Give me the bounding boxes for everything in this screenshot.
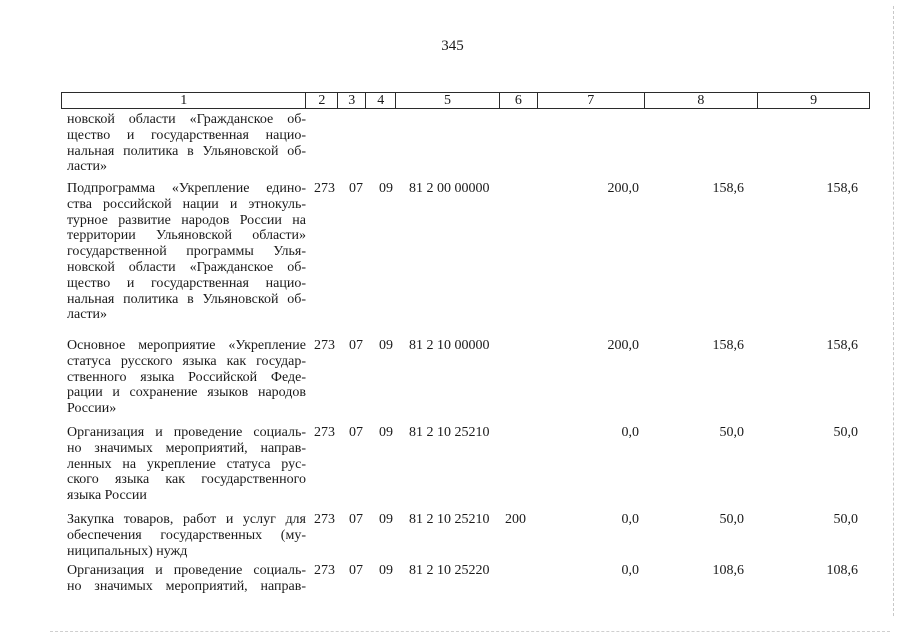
description-line: ственного языка Российской Феде- [67,369,306,385]
cell-col4: 09 [379,512,393,527]
cell-col5: 81 2 10 00000 [409,338,490,353]
row-description [67,512,306,559]
header-cell-1: 1 [62,93,306,108]
description-line: рации и сохранение языков народов [67,385,306,401]
cell-col7: 0,0 [621,512,639,527]
header-cell-3: 3 [338,93,366,108]
cell-col2: 273 [314,338,335,353]
page-edge-right [893,6,894,616]
cell-col8: 50,0 [719,425,744,440]
description-line: государственной программы Улья- [67,244,306,260]
cell-col5: 81 2 10 25220 [409,563,490,578]
cell-col2: 273 [314,181,335,196]
cell-col8: 158,6 [712,181,744,196]
description-line: Подпрограмма «Укрепление едино- [67,181,306,196]
cell-col3: 07 [349,425,363,440]
header-cell-8: 8 [645,93,759,108]
cell-col9: 158,6 [826,181,858,196]
description-line: языка России [67,488,147,504]
table-header [61,92,870,109]
description-line: новской области «Гражданское об- [67,112,306,127]
description-line: России» [67,401,117,417]
cell-col9: 158,6 [826,338,858,353]
description-line: нальная политика в Ульяновской об- [67,143,306,159]
cell-col2: 273 [314,425,335,440]
description-line: Закупка товаров, работ и услуг для [67,512,306,527]
cell-col6: 200 [505,512,526,527]
description-line: ленных на укрепление статуса рус- [67,456,306,472]
description-line: Основное мероприятие «Укрепление [67,338,306,353]
description-line: нальная политика в Ульяновской об- [67,291,306,307]
row-description [67,425,306,504]
description-line: обеспечения государственных (му- [67,527,306,543]
description-line: ласти» [67,307,108,323]
description-line: Организация и проведение социаль- [67,425,306,440]
cell-col7: 0,0 [621,425,639,440]
header-cell-6: 6 [500,93,538,108]
cell-col5: 81 2 10 25210 [409,425,490,440]
cell-col8: 158,6 [712,338,744,353]
description-line: ниципальных) нужд [67,543,188,559]
row-description [67,563,306,595]
header-cell-5: 5 [396,93,500,108]
cell-col5: 81 2 10 25210 [409,512,490,527]
page-edge-bottom [50,631,890,632]
description-line: ского языка как государственного [67,472,306,488]
description-line: Организация и проведение социаль- [67,563,306,578]
cell-col9: 50,0 [833,512,858,527]
cell-col3: 07 [349,181,363,196]
description-line: турное развитие народов России на [67,212,306,228]
description-line: статуса русского языка как государ- [67,353,306,369]
row-description [67,181,306,323]
cell-col8: 108,6 [712,563,744,578]
cell-col7: 200,0 [607,181,639,196]
description-line: щество и государственная нацио- [67,275,306,291]
cell-col2: 273 [314,512,335,527]
header-cell-7: 7 [538,93,645,108]
cell-col4: 09 [379,425,393,440]
cell-col4: 09 [379,563,393,578]
cell-col3: 07 [349,563,363,578]
header-cell-9: 9 [810,93,818,108]
cell-col7: 0,0 [621,563,639,578]
cell-col3: 07 [349,338,363,353]
description-line: ласти» [67,159,108,175]
cell-col9: 108,6 [826,563,858,578]
cell-col8: 50,0 [719,512,744,527]
description-line: территории Ульяновской области» [67,228,306,244]
cell-col3: 07 [349,512,363,527]
header-cell-4: 4 [366,93,396,108]
row-description [67,338,306,417]
cell-col4: 09 [379,181,393,196]
row-description [67,112,306,175]
description-line: ства российской нации и этнокуль- [67,196,306,212]
cell-col2: 273 [314,563,335,578]
description-line: но значимых мероприятий, направ- [67,578,306,594]
cell-col9: 50,0 [833,425,858,440]
page-number: 345 [441,38,464,54]
cell-col5: 81 2 00 00000 [409,181,490,196]
description-line: но значимых мероприятий, направ- [67,440,306,456]
cell-col4: 09 [379,338,393,353]
description-line: щество и государственная нацио- [67,127,306,143]
cell-col7: 200,0 [607,338,639,353]
header-cell-2: 2 [306,93,338,108]
description-line: новской области «Гражданское об- [67,259,306,275]
